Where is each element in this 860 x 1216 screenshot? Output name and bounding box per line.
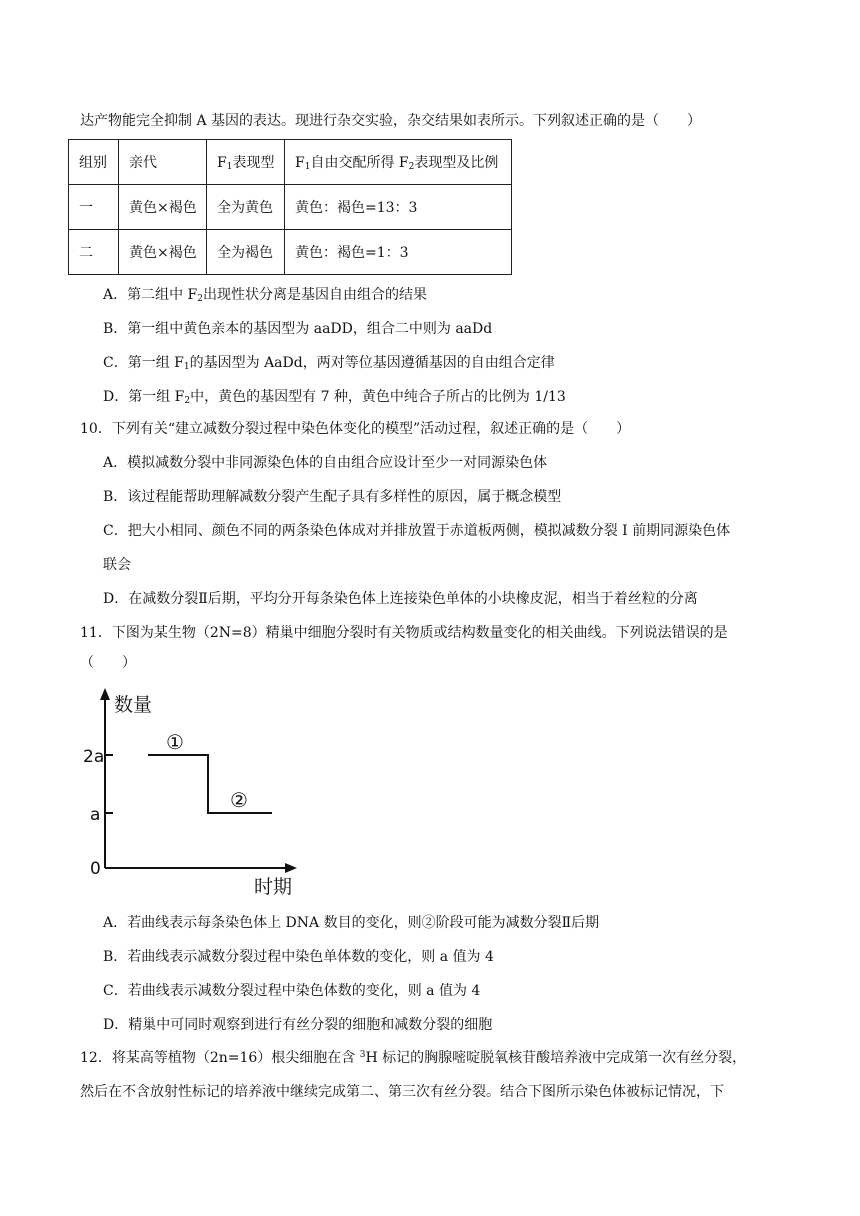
header-parents: 亲代 — [119, 140, 207, 185]
table-cell: 黄色×褐色 — [119, 185, 207, 230]
q11-option-d: D．精巢中可同时观察到进行有丝分裂的细胞和减数分裂的细胞 — [103, 1017, 493, 1033]
step-curve — [148, 755, 272, 813]
q11-stem: 11．下图为某生物（2N=8）精巢中细胞分裂时有关物质或结构数量变化的相关曲线。下列说法错误的是 — [80, 625, 728, 641]
q10-option-d: D．在减数分裂Ⅱ后期，平均分开每条染色体上连接染色单体的小块橡皮泥，相当于着丝粒的分离 — [103, 591, 698, 607]
cross-results-table — [68, 139, 512, 275]
q11-stem-blank: （ ） — [80, 655, 136, 671]
q9-option-c: C．第一组 $F_1$的基因型为 AaDd，两对等位基因遵循基因的自由组合定律 — [103, 355, 555, 372]
q10-option-c: C．把大小相同、颜色不同的两条染色体成对并排放置于赤道板两侧，模拟减数分裂 I 前期同源染色体 — [103, 523, 731, 539]
quantity-period-graph — [80, 685, 310, 900]
x-axis-title: 时期 — [254, 876, 293, 898]
question-9-stem-continuation: 达产物能完全抑制 A 基因的表达。现进行杂交实验，杂交结果如表所示。下列叙述正确的是（ ） — [80, 113, 702, 129]
table-cell: 黄色：褐色=1：3 — [285, 230, 512, 275]
table-cell: 黄色×褐色 — [119, 230, 207, 275]
header-f2-phenotype-ratio: $F_1$自由交配所得 $F_2$表现型及比例 — [285, 140, 512, 185]
y-axis-title: 数量 — [114, 694, 153, 716]
q10-option-c-continuation: 联会 — [103, 557, 131, 573]
q12-stem-line-2: 然后在不含放射性标记的培养液中继续完成第二、第三次有丝分裂。结合下图所示染色体被标记情况，下 — [80, 1084, 724, 1100]
table-cell: 黄色：褐色=13：3 — [285, 185, 512, 230]
q11-option-b: B．若曲线表示减数分裂过程中染色单体数的变化，则 a 值为 4 — [103, 949, 494, 965]
q10-stem: 10．下列有关“建立减数分裂过程中染色体变化的模型”活动过程，叙述正确的是（ ） — [80, 421, 631, 437]
q12-stem-line-1: 12．将某高等植物（2n=16）根尖细胞在含 $^3$H 标记的胸腺嘧啶脱氧核苷酸培养液中完成第一次有丝分裂， — [80, 1050, 747, 1066]
table-cell: 全为黄色 — [207, 185, 285, 230]
table-cell: 一 — [69, 185, 119, 230]
header-group: 组别 — [69, 140, 119, 185]
segment-2-label: ② — [230, 788, 248, 812]
table-row — [69, 230, 512, 275]
table-header-row — [69, 140, 512, 185]
q11-option-c: C．若曲线表示减数分裂过程中染色体数的变化，则 a 值为 4 — [103, 983, 481, 999]
y-tick-2a-label: 2a — [83, 747, 105, 767]
segment-1-label: ① — [166, 730, 184, 754]
q9-option-b: B．第一组中黄色亲本的基因型为 aaDD，组合二中则为 aaDd — [103, 321, 493, 337]
x-axis-arrow — [285, 863, 297, 873]
y-axis-arrow — [100, 688, 110, 700]
table-row — [69, 185, 512, 230]
q9-option-d: D．第一组 $F_2$中，黄色的基因型有 7 种，黄色中纯合子所占的比例为 1/13 — [103, 389, 566, 406]
q9-option-a: A．第二组中 $F_2$出现性状分离是基因自由组合的结果 — [103, 287, 428, 304]
y-tick-a-label: a — [90, 805, 101, 825]
table-cell: 全为褐色 — [207, 230, 285, 275]
table-cell: 二 — [69, 230, 119, 275]
q10-option-b: B．该过程能帮助理解减数分裂产生配子具有多样性的原因，属于概念模型 — [103, 489, 562, 505]
q10-option-a: A．模拟减数分裂中非同源染色体的自由组合应设计至少一对同源染色体 — [103, 455, 548, 471]
q11-option-a: A．若曲线表示每条染色体上 DNA 数目的变化，则②阶段可能为减数分裂Ⅱ后期 — [103, 915, 600, 931]
origin-label: 0 — [90, 859, 101, 879]
header-f1-phenotype: $F_1$表现型 — [207, 140, 285, 185]
